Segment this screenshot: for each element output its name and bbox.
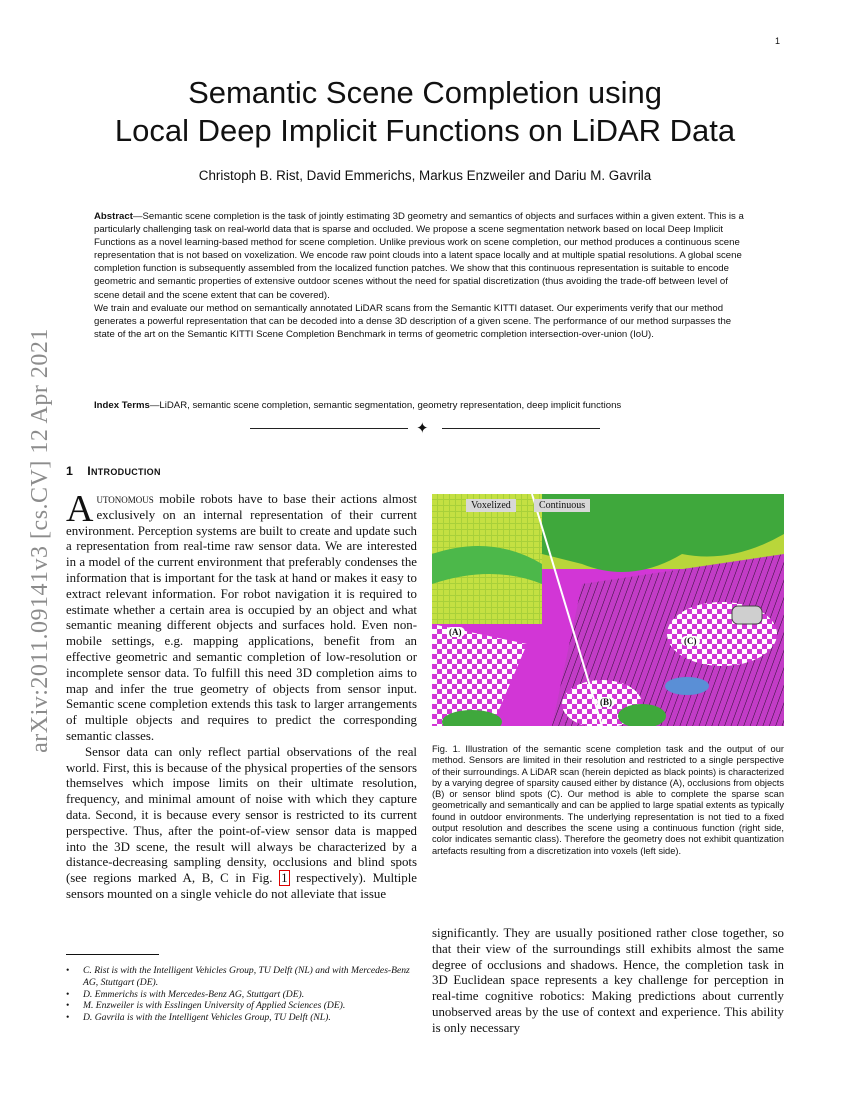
footnote-item xyxy=(66,1012,417,1024)
title-line-2: Local Deep Implicit Functions on LiDAR Data xyxy=(114,113,736,148)
intro-left-column xyxy=(66,488,417,903)
footnote-bullet: • xyxy=(66,1012,70,1024)
arxiv-stamp xyxy=(10,290,70,790)
footnote-rule xyxy=(66,954,159,955)
title-line-1: Semantic Scene Completion using xyxy=(188,75,662,110)
region-label-b: (B) xyxy=(597,697,615,707)
intro-paragraph-2-text: Sensor data can only reflect partial observations of the real world. First, this is because of the physical properties of the sensors themselves which impose limits on their ultimate resolution, frequency, and minimal amount of noise with which they capture data. Second, it is because every sensor is restricted to its current perspective. Thus, after the point-of-view sensor data is mapped into the 3D scene, the result will always be characterized by a distance-decreasing sampling density, occlusions and blind spots (see regions marked A, B, C in Fig. xyxy=(66,744,417,886)
scene-illustration xyxy=(432,494,784,726)
footnote-text: D. Emmerichs is with Mercedes-Benz AG, Stuttgart (DE). xyxy=(83,988,305,1000)
author-list: Christoph B. Rist, David Emmerichs, Markus Enzweiler and Dariu M. Gavrila xyxy=(198,168,652,183)
car-shape xyxy=(732,606,762,624)
intro-paragraph-2-tail: respectively). Multiple sensors mounted on a single vehicle do not alleviate that issue xyxy=(66,871,417,901)
right-column-paragraph: significantly. They are usually positioned rather close together, so that their view of the surroundings still exhibits almost the same degree of occlusions and shadows. Hence, the completion task in 3D Euclidean space represents a key challenge for perception in real-time cognitive robotics: Making predictions about currently unobserved areas by the use of context and experience. This ability is only necessary xyxy=(432,926,784,1035)
footnote-item xyxy=(66,989,417,1001)
divider-star-icon: ✦ xyxy=(416,419,429,437)
intro-right-column xyxy=(432,926,784,1037)
blue-car xyxy=(665,677,709,695)
region-label-c: (C) xyxy=(681,636,700,646)
divider-line-right xyxy=(442,428,600,429)
abstract-paragraph-2: We train and evaluate our method on semantically annotated LiDAR scans from the Semantic KITTI dataset. Our experiments verify that our method generates a powerful representation that can be decoded into a dense 3D description of a given scene. The performance of our method surpasses the state of the art on the Semantic KITTI Scene Completion Benchmark in terms of geometric completion intersection-over-union (IoU). xyxy=(94,302,732,340)
index-terms xyxy=(94,400,754,411)
figure-1-scene-render xyxy=(432,494,784,726)
footnote-bullet: • xyxy=(66,1000,70,1012)
page-number: 1 xyxy=(774,36,780,46)
intro-paragraph-1-text: mobile robots have to base their actions almost exclusively on an internal representation of their current environment. Perception systems are built to create and update such a representation from real-time raw sensor data. We are interested in a model of the current environment that preferably condenses the information that is important for the task at hand or makes it easy to extract relevant information. For robot navigation it is required to estimate whether a certain area is occupied by an object and what semantic meaning different objects and surfaces hold. Even non-mobile settings, e.g. mapping applications, benefit from an effective geometric and semantic completion of low-resolution or incomplete sensor data. To fulfill this need 3D completion aims to map and infer the true geometry of objects from sensor input. Semantic scene completion extends this task to larger arrangements of multiple objects and requires to predict the corresponding semantic classes. xyxy=(66,492,417,743)
arxiv-stamp-text: arXiv:2011.09141v3 [cs.CV] 12 Apr 2021 xyxy=(26,327,53,753)
footnote-item xyxy=(66,965,417,989)
footnote-text: C. Rist is with the Intelligent Vehicles Group, TU Delft (NL) and with Mercedes-Benz AG, Stuttgart (DE). xyxy=(83,965,410,988)
author-affiliations xyxy=(66,965,417,1024)
abstract-paragraph-1: —Semantic scene completion is the task of jointly estimating 3D geometry and semantics of objects and surfaces within a given extent. This is a particularly challenging task on real-world data that is sparse and occluded. We propose a scene segmentation network based on local Deep Implicit Functions as a novel learning-based method for scene completion. Unlike previous work on scene completion, our method produces a continuous scene representation that is not based on voxelization. We encode raw point clouds into a latent space locally and at multiple spatial resolutions. A global scene completion function is subsequently assembled from the localized function patches. We show that this continuous representation is suitable to encode geometric and semantic properties of extensive outdoor scenes without the need for spatial discretization (thus avoiding the trade-off between level of scene detail and the scene extent that can be covered). xyxy=(94,211,744,301)
index-terms-text: —LiDAR, semantic scene completion, semantic segmentation, geometry representation, deep implicit functions xyxy=(149,400,622,411)
paper-title xyxy=(60,74,790,150)
intro-paragraph-1 xyxy=(66,488,417,745)
section-heading xyxy=(66,464,161,478)
region-label-a: (A) xyxy=(446,627,465,637)
divider-line-left xyxy=(250,428,408,429)
footnote-bullet: • xyxy=(66,988,70,1000)
footnote-bullet: • xyxy=(66,965,70,976)
label-continuous: Continuous xyxy=(534,499,590,512)
footnote-text: M. Enzweiler is with Esslingen University of Applied Sciences (DE). xyxy=(83,1000,346,1012)
label-voxelized: Voxelized xyxy=(466,499,516,512)
footnote-item xyxy=(66,1000,417,1012)
figure-reference-link[interactable]: 1 xyxy=(281,871,288,886)
section-number: 1 xyxy=(66,464,74,478)
index-terms-label: Index Terms xyxy=(94,400,150,411)
section-title: Introduction xyxy=(87,464,161,478)
figure-caption: Fig. 1. Illustration of the semantic scene completion task and the output of our method. Sensors are limited in their resolution and restricted to a single perspective of their surroundings. A LiDAR scan (herein depicted as black points) is characterized by a varying degree of sparsity caused either by distance (A), occlusions from objects (B) or sensor blind spots (C). Our method is able to complete the sparse scan geometrically and semantically and can be applied to large spatial extents as typically found in outdoor environments. The underlying representation is not tied to a fixed output resolution and describes the scene using a continuous function (right side, color indicates semantic class). Therefore the geometry does not exhibit quantization artefacts resulting from a discretization into voxels (left side). xyxy=(432,744,784,856)
abstract xyxy=(94,210,754,341)
section-divider xyxy=(250,421,600,437)
drop-cap: A xyxy=(66,488,94,530)
abstract-label: Abstract xyxy=(94,211,133,222)
intro-paragraph-2 xyxy=(66,745,417,903)
intro-lead-word: utonomous xyxy=(96,492,154,506)
footnote-text: D. Gavrila is with the Intelligent Vehicles Group, TU Delft (NL). xyxy=(83,1012,331,1024)
